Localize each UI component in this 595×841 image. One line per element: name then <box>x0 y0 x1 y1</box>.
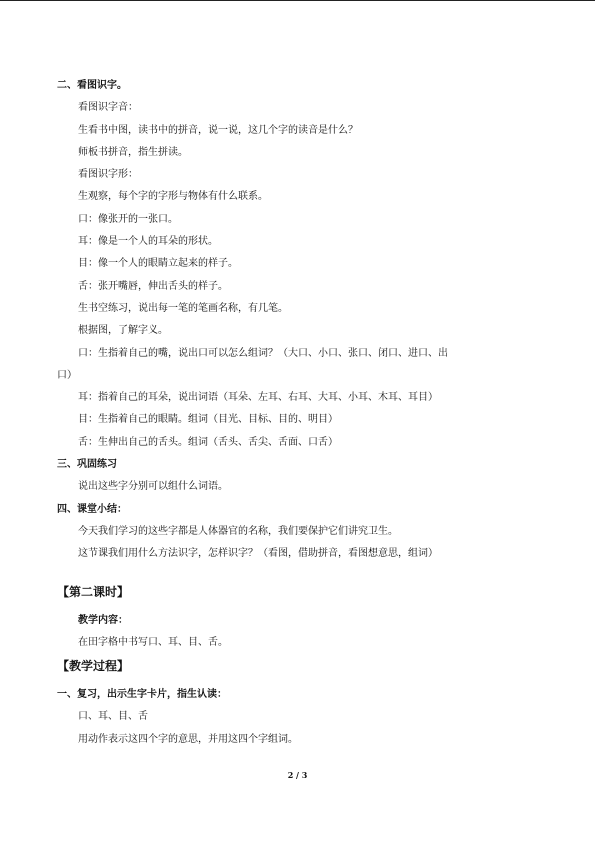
header-rule <box>0 0 595 1</box>
lesson-2-title: 【第二课时】 <box>57 584 130 599</box>
paragraph: 看图识字音： <box>78 102 138 114</box>
paragraph: 耳：像是一个人的耳朵的形状。 <box>78 236 218 248</box>
paragraph: 根据图，了解字义。 <box>78 325 168 337</box>
paragraph: 目：像一个人的眼睛立起来的样子。 <box>78 258 238 270</box>
paragraph: 目：生指着自己的眼睛。组词（目光、目标、目的、明目） <box>78 414 338 426</box>
section-4-heading: 四、课堂小结： <box>57 503 127 515</box>
page-content <box>57 75 537 751</box>
paragraph-continuation: 口） <box>57 369 77 381</box>
paragraph: 今天我们学习的这些字都是人体器官的名称，我们要保护它们讲究卫生。 <box>78 525 398 537</box>
paragraph: 师板书拼音，指生拼读。 <box>78 146 188 158</box>
teaching-process-title: 【教学过程】 <box>57 659 130 674</box>
paragraph: 说出这些字分别可以组什么词语。 <box>78 481 228 493</box>
review-section-heading: 一、复习，出示生字卡片，指生认读： <box>57 689 227 701</box>
paragraph: 口：生指着自己的嘴，说出口可以怎么组词？（大口、小口、张口、闭口、进口、出 <box>78 347 448 359</box>
section-3-heading: 三、巩固练习 <box>57 459 117 471</box>
paragraph: 用动作表示这四个字的意思，并用这四个字组词。 <box>78 733 298 745</box>
paragraph: 口：像张开的一张口。 <box>78 213 178 225</box>
paragraph: 生看书中图，读书中的拼音，说一说，这几个字的读音是什么？ <box>78 124 358 136</box>
page-number: 2 / 3 <box>287 770 308 780</box>
paragraph: 看图识字形： <box>78 169 138 181</box>
paragraph: 生书空练习，说出每一笔的笔画名称，有几笔。 <box>78 302 288 314</box>
paragraph: 生观察，每个字的字形与物体有什么联系。 <box>78 191 268 203</box>
paragraph: 这节课我们用什么方法识字，怎样识字？（看图，借助拼音，看图想意思，组词） <box>78 548 438 560</box>
paragraph: 在田字格中书写口、耳、目、舌。 <box>78 636 228 648</box>
paragraph: 舌：张开嘴唇，伸出舌头的样子。 <box>78 280 228 292</box>
teaching-content-label: 教学内容： <box>78 614 128 626</box>
section-2-heading: 二、看图识字。 <box>57 80 127 91</box>
paragraph: 耳：指着自己的耳朵，说出词语（耳朵、左耳、右耳、大耳、小耳、木耳、耳目） <box>78 392 438 404</box>
paragraph: 口、耳、目、舌 <box>78 711 148 723</box>
paragraph: 舌：生伸出自己的舌头。组词（舌头、舌尖、舌面、口舌） <box>78 436 338 448</box>
